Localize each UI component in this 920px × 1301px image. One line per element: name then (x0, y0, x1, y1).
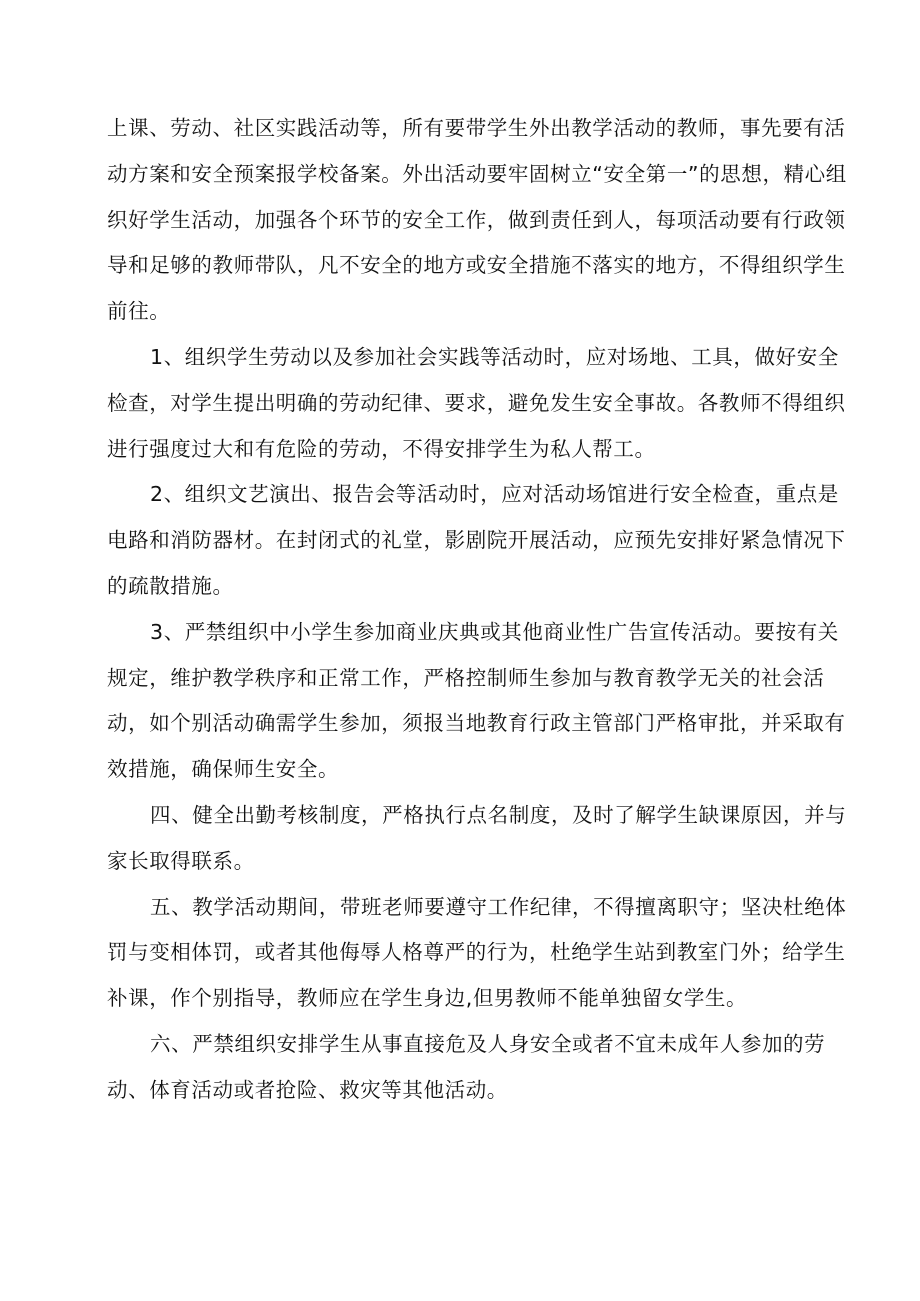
paragraph-section-4: 四、健全出勤考核制度，严格执行点名制度，及时了解学生缺课原因，并与家长取得联系。 (107, 802, 847, 873)
document-body (107, 106, 847, 1114)
paragraph-intro: 上课、劳动、社区实践活动等，所有要带学生外出教学活动的教师，事先要有活动方案和安全预案报学校备案。外出活动要牢固树立“安全第一”的思想，精心组织好学生活动，加强各个环节的安全工作，做到责任到人，每项活动要有行政领导和足够的教师带队，凡不安全的地方或安全措施不落实的地方，不得组织学生前往。 (107, 116, 847, 324)
paragraph-section-5: 五、教学活动期间，带班老师要遵守工作纪律，不得擅离职守；坚决杜绝体罚与变相体罚，或者其他侮辱人格尊严的行为，杜绝学生站到教室门外；给学生补课，作个别指导，教师应在学生身边,但男教师不能单独留女学生。 (107, 894, 847, 1011)
paragraph-item-2: 2、组织文艺演出、报告会等活动时，应对活动场馆进行安全检查，重点是电路和消防器材。在封闭式的礼堂，影剧院开展活动，应预先安排好紧急情况下的疏散措施。 (107, 482, 846, 598)
paragraph-section-6: 六、严禁组织安排学生从事直接危及人身安全或者不宜未成年人参加的劳动、体育活动或者抢险、救灾等其他活动。 (107, 1031, 826, 1102)
paragraph-item-3: 3、严禁组织中小学生参加商业庆典或其他商业性广告宣传活动。要按有关规定，维护教学秩序和正常工作，严格控制师生参加与教育教学无关的社会活动，如个别活动确需学生参加，须报当地教育行政主管部门严格审批，并采取有效措施，确保师生安全。 (107, 619, 846, 782)
paragraph-item-1: 1、组织学生劳动以及参加社会实践等活动时，应对场地、工具，做好安全检查，对学生提出明确的劳动纪律、要求，避免发生安全事故。各教师不得组织进行强度过大和有危险的劳动，不得安排学生为私人帮工。 (107, 344, 846, 461)
